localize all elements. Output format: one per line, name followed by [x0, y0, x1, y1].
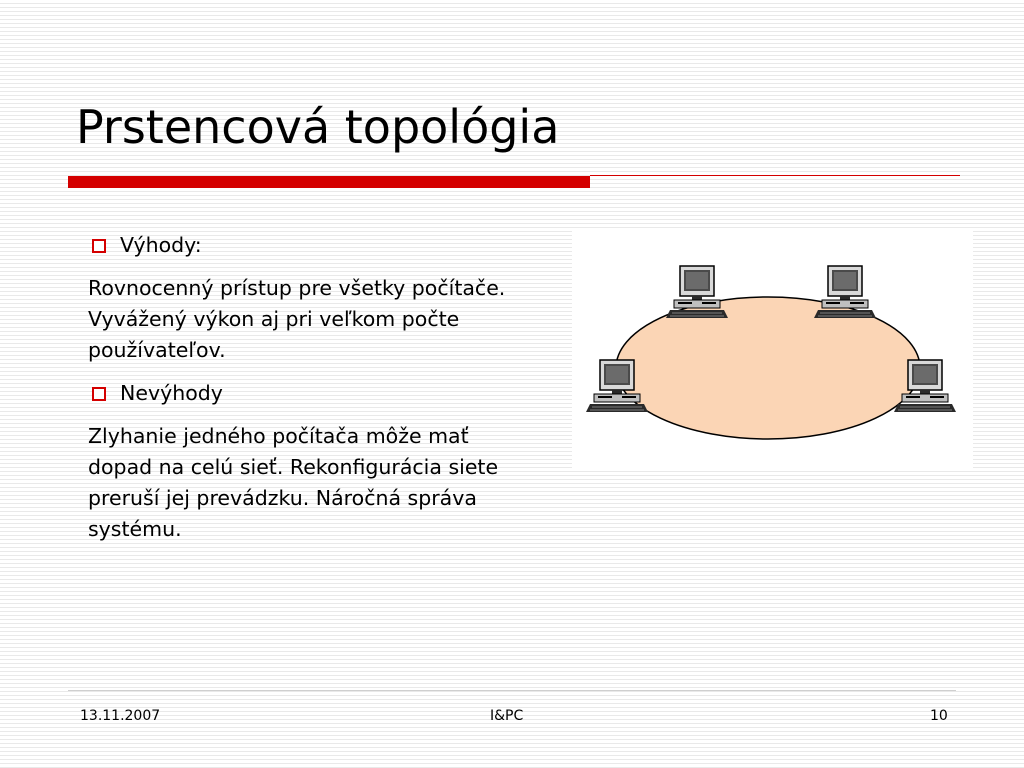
bullet-text: Nevýhody	[120, 381, 223, 405]
checkbox-bullet-icon	[92, 239, 106, 253]
slide-number: 10	[930, 708, 948, 724]
disadvantages-text: Zlyhanie jedného počítača môže mať dopad na celú sieť. Rekonfigurácia siete preruší jej prevádzku. Náročná správa systému.	[88, 424, 499, 541]
bullet-advantages	[88, 230, 520, 261]
ring-topology-figure	[572, 228, 973, 470]
ring-network	[616, 297, 920, 439]
bullet-text: Výhody:	[120, 233, 202, 257]
bullet-disadvantages	[88, 378, 520, 409]
footer-center-text: I&PC	[490, 708, 524, 724]
footer-divider	[68, 690, 956, 691]
footer-date: 13.11.2007	[80, 708, 161, 724]
title-underline-thin	[590, 175, 960, 176]
ring-topology-diagram	[572, 228, 973, 470]
computer-icon	[814, 266, 876, 318]
computer-icon	[666, 266, 728, 318]
advantages-text: Rovnocenný prístup pre všetky počítače. Vyvážený výkon aj pri veľkom počte používateľov.	[88, 276, 506, 362]
slide-title: Prstencová topológia	[76, 100, 560, 154]
checkbox-bullet-icon	[92, 387, 106, 401]
title-underline	[68, 176, 590, 188]
content-body	[88, 230, 520, 557]
